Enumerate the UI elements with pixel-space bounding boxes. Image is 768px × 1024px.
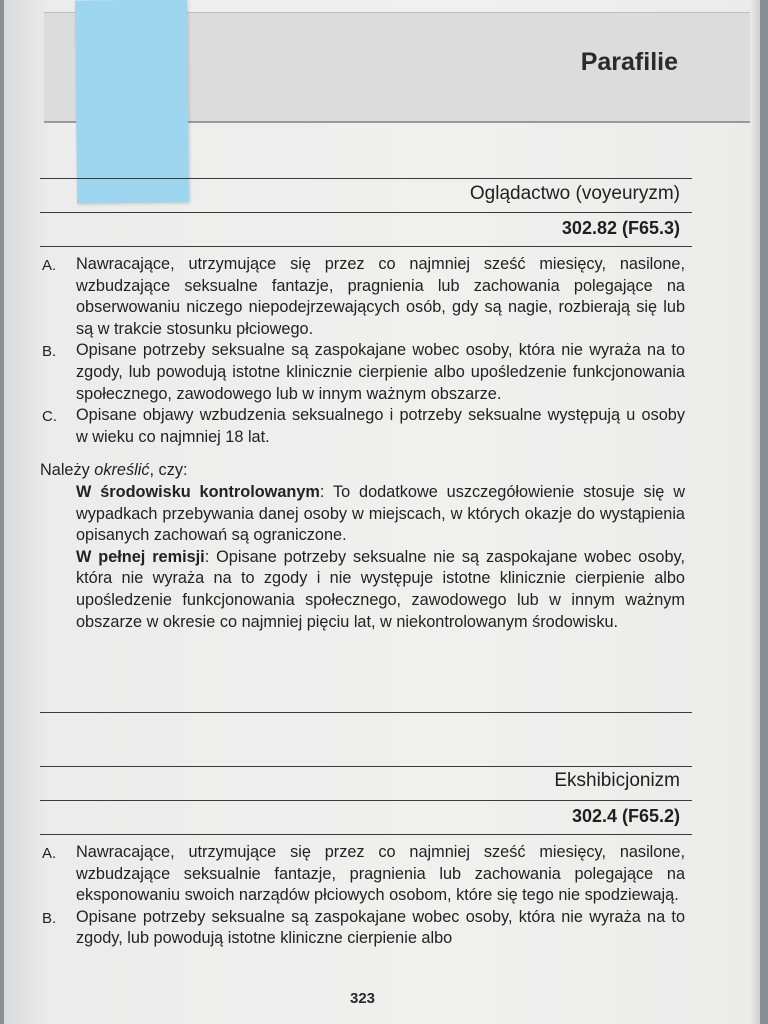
section-rule-bottom bbox=[40, 834, 692, 835]
specify-emphasis: określić bbox=[94, 461, 150, 480]
section-title-voyeurism: Oglądactwo (voyeuryzm) bbox=[469, 183, 680, 204]
specify-intro bbox=[40, 460, 685, 482]
section-end-rule bbox=[40, 712, 692, 713]
section-rule-top bbox=[40, 766, 692, 767]
specify-suffix: , czy: bbox=[149, 461, 188, 480]
criterion-text: Opisane potrzeby seksualne są zaspokajane wobec osoby, która nie wyraża na to zgody, lub powodują istotne kliniczne cierpienie albo bbox=[76, 907, 685, 948]
specifier-term: W pełnej remisji bbox=[76, 547, 205, 566]
criterion-text: Opisane potrzeby seksualne są zaspokajane wobec osoby, która nie wyraża na to zgody, lub powodują istotne klinicznie cierpienie albo upośledzenie funkcjonowania społecznego, zawodowego lub w innym ważnym obszarze. bbox=[76, 341, 685, 403]
criterion-b bbox=[40, 340, 685, 405]
specify-prefix: Należy bbox=[40, 461, 95, 480]
section-title-exhibitionism: Ekshibicjonizm bbox=[554, 770, 680, 791]
criterion-a bbox=[40, 842, 685, 907]
section-rule-bottom bbox=[40, 246, 692, 247]
book-page bbox=[4, 0, 760, 1024]
specifier-text: : To dodatkowe uszczegółowienie stosuje się w wypadkach przebywania danej osoby w miejscach, w których okazje do wystąpienia opisanych zachowań są ograniczone. bbox=[76, 482, 685, 545]
specifier-text: : Opisane potrzeby seksualne nie są zaspokajane wobec osoby, która nie wyraża na to zgody i nie występuje istotne klinicznie cierpienie albo upośledzenie funkcjonowania społecznego, zawodowego lub w innym ważnym obszarze w okresie co najmniej pięciu lat, w niekontrolowanym środowisku. bbox=[76, 547, 685, 631]
criterion-c bbox=[40, 405, 685, 448]
criterion-letter: A. bbox=[42, 257, 57, 274]
criterion-text: Opisane objawy wzbudzenia seksualnego i potrzeby seksualne występują u osoby w wieku co najmniej 18 lat. bbox=[76, 406, 685, 446]
criterion-letter: A. bbox=[42, 845, 57, 862]
diagnosis-code-exhibitionism: 302.4 (F65.2) bbox=[571, 806, 680, 826]
specifier-controlled-environment bbox=[40, 482, 685, 547]
specifier-term: W środowisku kontrolowanym bbox=[76, 482, 320, 501]
sticky-note bbox=[75, 0, 189, 204]
section-rule-top bbox=[40, 178, 692, 179]
criterion-text: Nawracające, utrzymujące się przez co najmniej sześć miesięcy, nasilone, wzbudzające seksualne fantazje, pragnienia lub zachowania polegające na obserwowaniu niczego niepodejrzewających osób, gdy są nagie, rozbierają się lub są w trakcie stosunku płciowego. bbox=[76, 255, 685, 338]
criterion-b bbox=[40, 907, 685, 950]
page-edge-shadow bbox=[750, 0, 760, 1024]
diagnosis-code-voyeurism: 302.82 (F65.3) bbox=[561, 218, 680, 238]
section-rule-middle bbox=[40, 800, 692, 801]
criterion-letter: B. bbox=[42, 909, 57, 927]
criteria-voyeurism bbox=[40, 254, 685, 633]
criterion-letter: C. bbox=[42, 408, 57, 426]
criterion-text: Nawracające, utrzymujące się przez co najmniej sześć miesięcy, nasilone, wzbudzające seksualnie fantazje, pragnienia lub zachowania polegające na eksponowaniu swoich narządów płciowych osobom, które się tego nie spodziewają. bbox=[76, 843, 685, 905]
criterion-a bbox=[40, 254, 685, 340]
criteria-exhibitionism bbox=[40, 842, 685, 950]
specifier-full-remission bbox=[40, 547, 685, 633]
page-number: 323 bbox=[350, 990, 376, 1007]
criterion-letter: B. bbox=[42, 343, 57, 361]
chapter-title: Parafilie bbox=[580, 48, 678, 76]
section-rule-middle bbox=[40, 212, 692, 213]
